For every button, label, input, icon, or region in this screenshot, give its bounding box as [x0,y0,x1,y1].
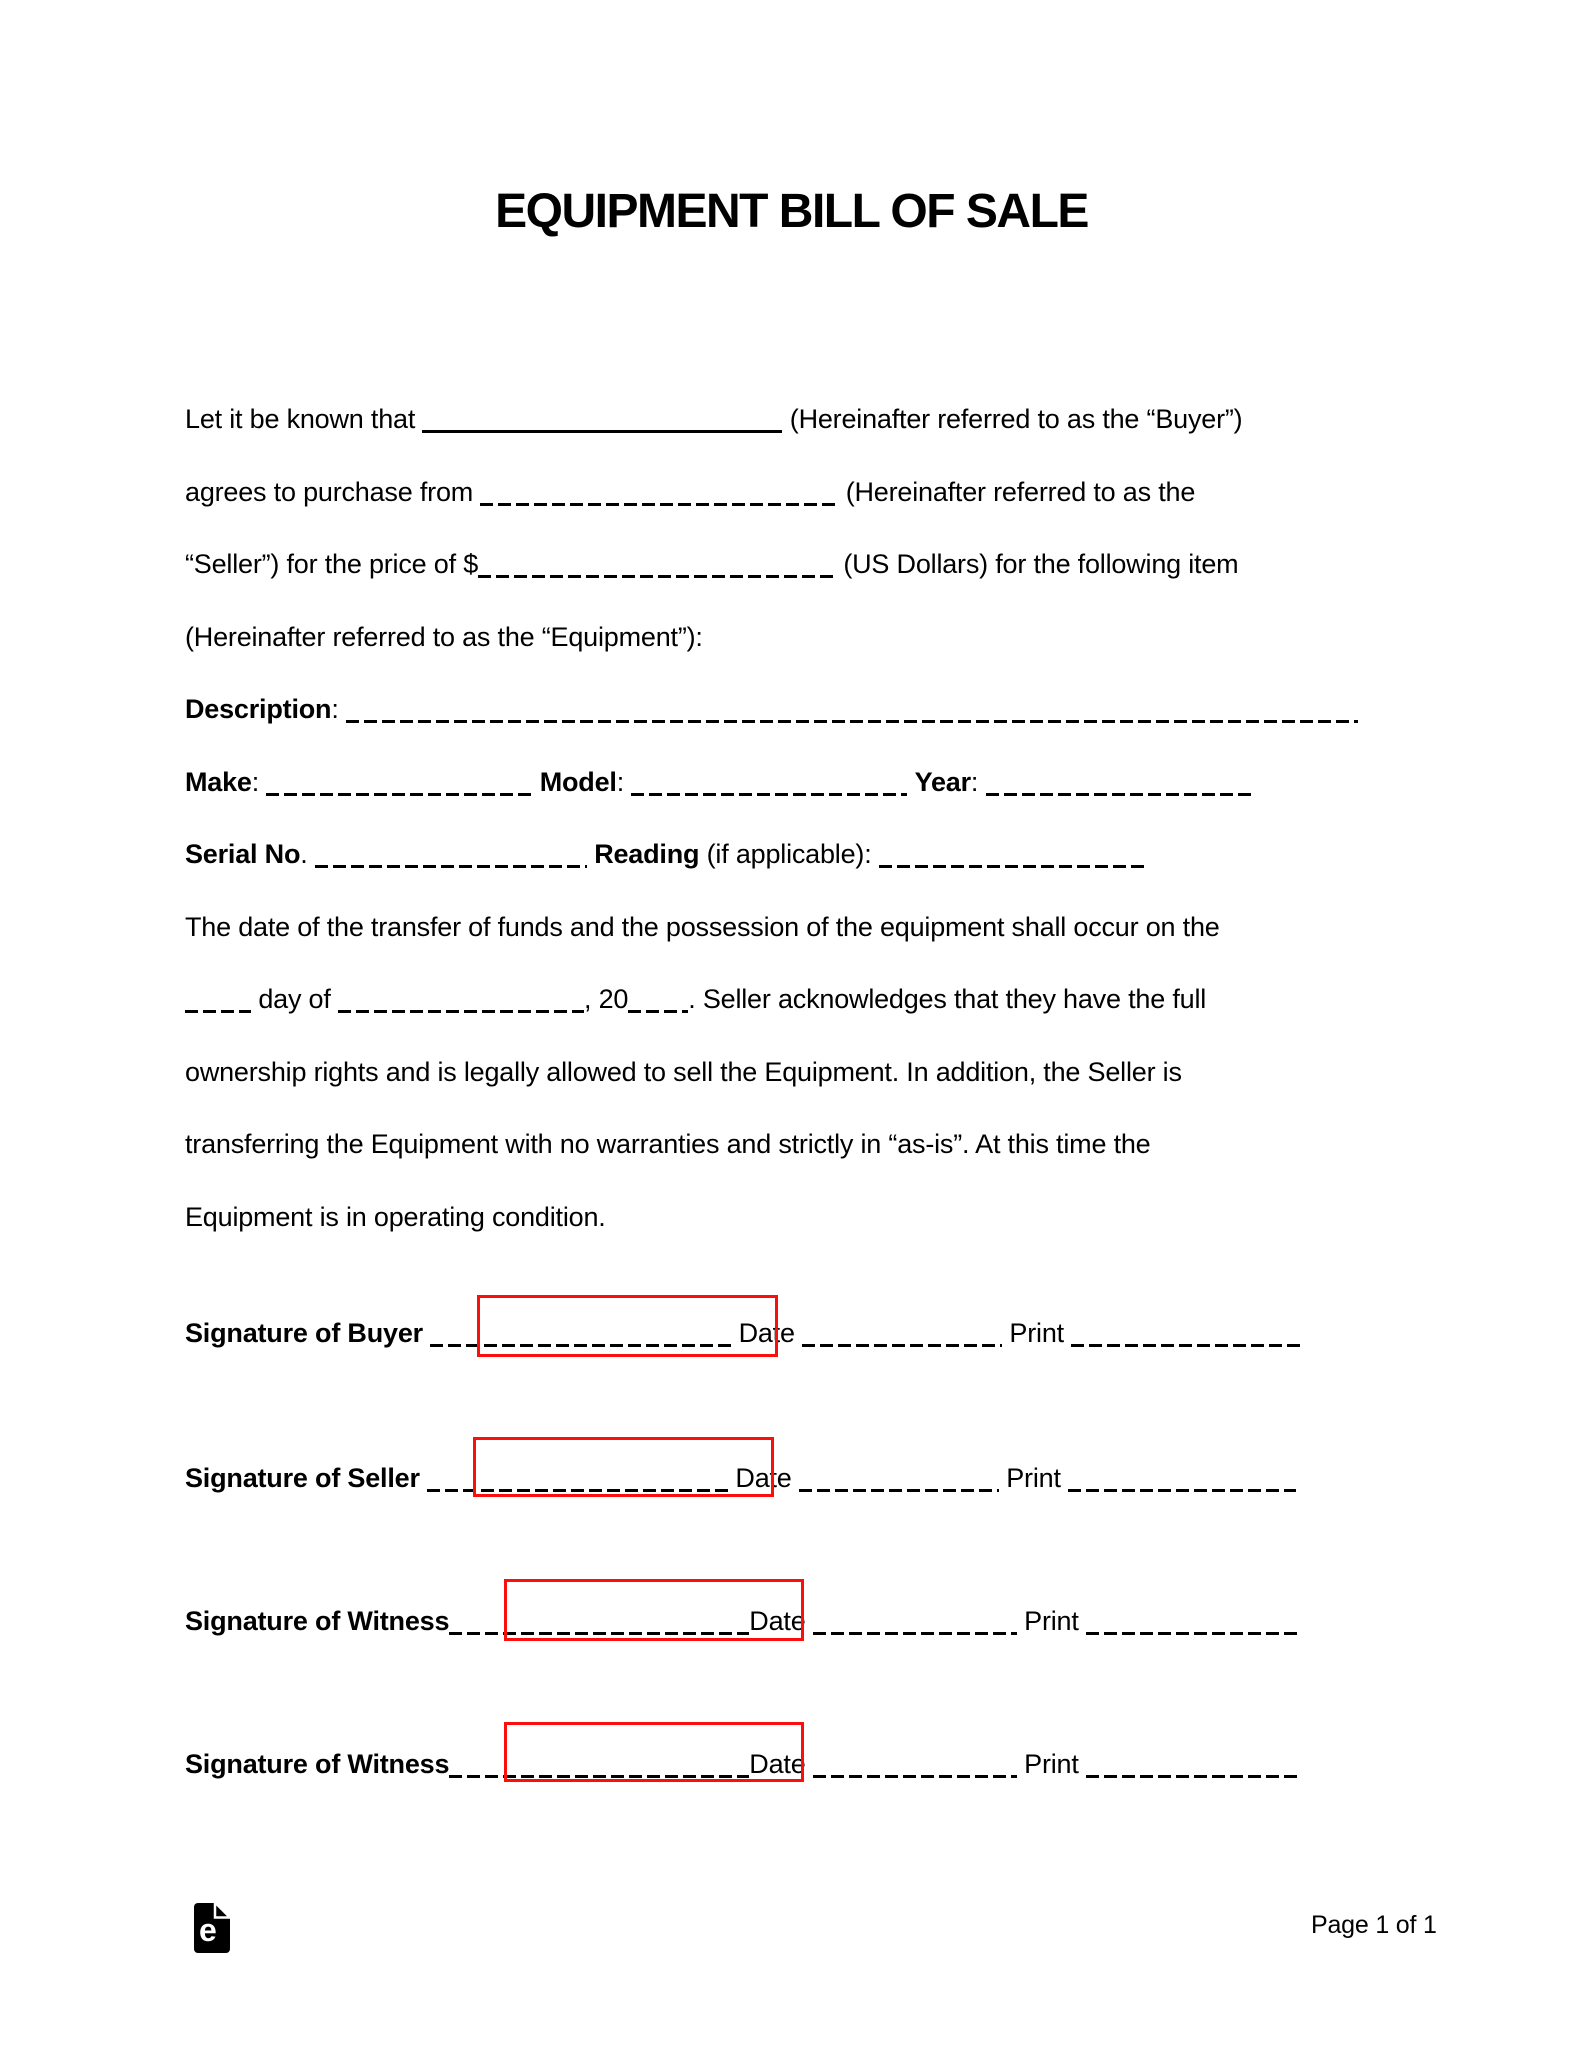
signature-field-box-witness-2[interactable] [504,1722,804,1782]
description-line [185,673,1400,746]
intro-line3-post: (US Dollars) for the following item [843,549,1239,579]
terms-line1-text: The date of the transfer of funds and the possession of the equipment shall occur on the [185,911,1220,942]
month-blank [338,993,584,1013]
intro-line2-pre: agrees to purchase from [185,476,474,507]
make-model-year-line [185,746,1400,819]
print-witness1-blank [1086,1615,1298,1635]
signature-field-box-witness-1[interactable] [504,1579,804,1641]
signature-seller-label: Signature of Seller [185,1463,420,1493]
year-20-blank [628,993,688,1013]
serial-blank [315,848,587,868]
description-colon: : [331,694,339,724]
comma-20-text: , 20 [583,984,629,1014]
reading-blank [879,848,1147,868]
description-blank [346,703,1358,723]
print-buyer-blank [1071,1327,1303,1347]
page-title: EQUIPMENT BILL OF SALE [495,185,1088,238]
serial-label: Serial No [185,839,301,869]
print-seller-blank [1068,1472,1296,1492]
print-witness2-blank [1086,1758,1298,1778]
terms-line-2 [185,963,1400,1036]
intro-line1-post: (Hereinafter referred to as the “Buyer”) [789,404,1243,434]
print-label: Print [1024,1606,1079,1636]
buyer-name-blank [422,414,782,433]
day-blank [185,993,251,1013]
date-witness2-blank [813,1758,1017,1778]
terms-line4-text: transferring the Equipment with no warranties and strictly in “as-is”. At this time the [185,1129,1151,1159]
terms-line-1 [185,891,1400,964]
make-label: Make [185,766,252,797]
year-label: Year [914,766,971,797]
reading-label: Reading [594,839,700,869]
intro-line-3 [185,528,1400,601]
year-blank [986,776,1256,796]
date-label: Date [749,1749,806,1779]
date-witness1-blank [813,1615,1017,1635]
intro-line2-post: (Hereinafter referred to as the [845,476,1196,507]
price-blank [478,558,836,578]
signature-field-box-buyer[interactable] [477,1295,778,1357]
signature-buyer-label: Signature of Buyer [185,1318,423,1348]
intro-line-4 [185,601,1400,674]
day-of-text: day of [258,984,331,1014]
terms-line-3 [185,1036,1400,1109]
terms-line-5 [185,1181,1400,1254]
description-label: Description [185,694,332,724]
serial-reading-line [185,818,1400,891]
intro-line-1 [185,383,1400,456]
eforms-logo-icon [194,1903,230,1953]
date-buyer-blank [802,1327,1002,1347]
seller-name-blank [480,486,838,506]
date-label: Date [735,1463,792,1493]
model-colon: : [616,766,624,797]
reading-suffix: (if applicable): [706,839,872,869]
intro-line-2 [185,456,1400,529]
date-label: Date [749,1606,806,1636]
page-indicator: Page 1 of 1 [1311,1911,1437,1939]
intro-line3-pre: “Seller”) for the price of $ [185,549,479,579]
intro-line1-pre: Let it be known that [185,404,416,434]
print-label: Print [1009,1318,1064,1348]
date-seller-blank [799,1472,999,1492]
document-body [185,383,1400,1253]
make-colon: : [251,766,260,797]
make-blank [266,776,532,796]
logo-letter: e [199,1912,217,1948]
model-blank [631,776,907,796]
terms-line3-text: ownership rights and is legally allowed to sell the Equipment. In addition, the Seller is [185,1056,1182,1087]
intro-line4-text: (Hereinafter referred to as the “Equipment”): [185,621,703,652]
terms-line2-post: . Seller acknowledges that they have the full [688,984,1207,1014]
signature-witness1-label: Signature of Witness [185,1606,450,1636]
model-label: Model [539,766,617,797]
terms-line5-text: Equipment is in operating condition. [185,1201,606,1232]
serial-period: . [300,839,308,869]
signature-field-box-seller[interactable] [473,1437,774,1497]
signature-witness2-label: Signature of Witness [185,1749,450,1779]
terms-line-4 [185,1108,1400,1181]
year-colon: : [970,766,979,797]
print-label: Print [1006,1463,1061,1493]
print-label: Print [1024,1749,1079,1779]
date-label: Date [738,1318,795,1348]
